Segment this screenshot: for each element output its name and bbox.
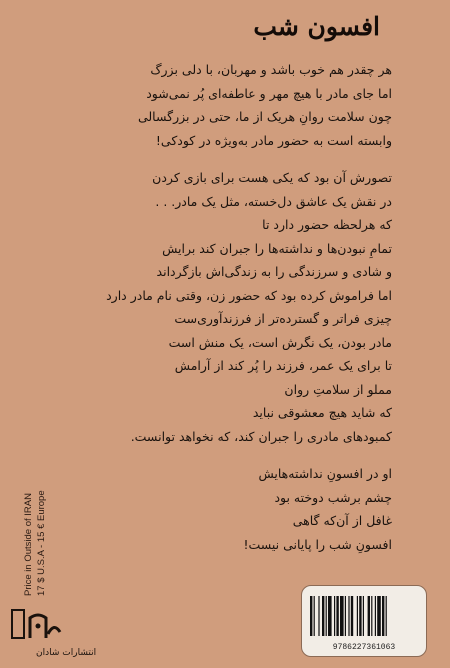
price-note	[22, 448, 66, 596]
paragraph-gap	[92, 448, 392, 462]
barcode-bar	[336, 596, 338, 636]
barcode-bar	[371, 596, 372, 636]
barcode-bar	[326, 596, 327, 636]
isbn-number: 9786227361063	[332, 643, 396, 652]
blurb-line: کمبودهای مادری را جبران کند، که نخواهد توانست.	[130, 428, 392, 444]
blurb-line: هر چقدر هم خوب باشد و مهربان، با دلی بزرگ	[150, 62, 392, 77]
paragraph-gap	[92, 152, 392, 166]
barcode-bar	[322, 596, 324, 636]
barcode-bar	[357, 596, 358, 636]
barcode-bar	[382, 596, 384, 636]
blurb-line: او در افسونِ نداشته‌هایش	[258, 466, 392, 481]
book-title: افسون شب	[253, 12, 380, 41]
blurb-line: چون سلامت روانِ هریک از ما، حتی در بزرگسالی	[137, 109, 392, 124]
barcode-bar	[318, 596, 319, 636]
barcode-bar	[348, 596, 349, 636]
blurb-line: مادر بودن، یک نگرش است، یک منش است	[168, 334, 392, 350]
blurb-line: تمامِ نبودن‌ها و نداشته‌ها را جبران کند برایش	[162, 240, 392, 256]
barcode-bar	[375, 596, 376, 636]
blurb-line: تصورش آن بود که یکی هست برای بازی کردن	[152, 170, 392, 185]
barcode-bar	[345, 596, 346, 636]
blurb-line: که هرلحظه حضور دارد تا	[262, 217, 392, 232]
blurb-line: افسونِ شب را پایانی نیست!	[243, 536, 392, 552]
blurb-line: تا برای یک عمر، فرزند را پُر کند از آرامش	[174, 358, 392, 373]
barcode-bar	[368, 596, 370, 636]
barcode-bar	[351, 596, 353, 636]
blurb-line: وابسته است به حضور مادر به‌ویژه در کودکی!	[155, 132, 392, 148]
blurb-line: اما فراموش کرده بود که حضور زن، وقتی نام مادر دارد	[106, 287, 392, 303]
publisher-name: انتشارات شادان	[36, 648, 97, 658]
blurb-line: چیزی فراتر و گسترده‌تر از فرزندآوری‌ست	[174, 311, 392, 326]
barcode-bar	[340, 596, 344, 636]
barcode-bar	[310, 596, 312, 636]
blurb-line: چشم برشب دوخته بود	[274, 489, 392, 505]
barcode-bar	[359, 596, 361, 636]
barcode-bar	[328, 596, 332, 636]
blurb-text	[92, 58, 392, 556]
barcode-bars-icon	[310, 596, 418, 642]
barcode-bar	[363, 596, 364, 636]
price-line-2: 17 $ U.S.A - 15 € Europe	[36, 490, 47, 596]
barcode-bar	[314, 596, 315, 636]
price-line-1: Price in Outside of IRAN	[23, 493, 34, 596]
blurb-line: غافل از آن‌که گاهی	[292, 513, 392, 528]
barcode-bar	[334, 596, 335, 636]
blurb-line: که شاید هیچ معشوقی نباید	[252, 405, 392, 420]
blurb-line: اما جای مادر با هیچ مهر و عاطفه‌ای پُر نمی‌شود	[146, 85, 392, 101]
blurb-line: مملو از سلامتِ روان	[284, 381, 392, 397]
barcode	[301, 585, 427, 657]
blurb-line: در نقش یک عاشق دل‌خسته، مثل یک مادر. . .	[155, 193, 392, 209]
barcode-bar	[377, 596, 381, 636]
blurb-line: و شادی و سرزندگی را به زندگی‌اش بازگرداند	[156, 264, 392, 279]
barcode-bar	[386, 596, 387, 636]
